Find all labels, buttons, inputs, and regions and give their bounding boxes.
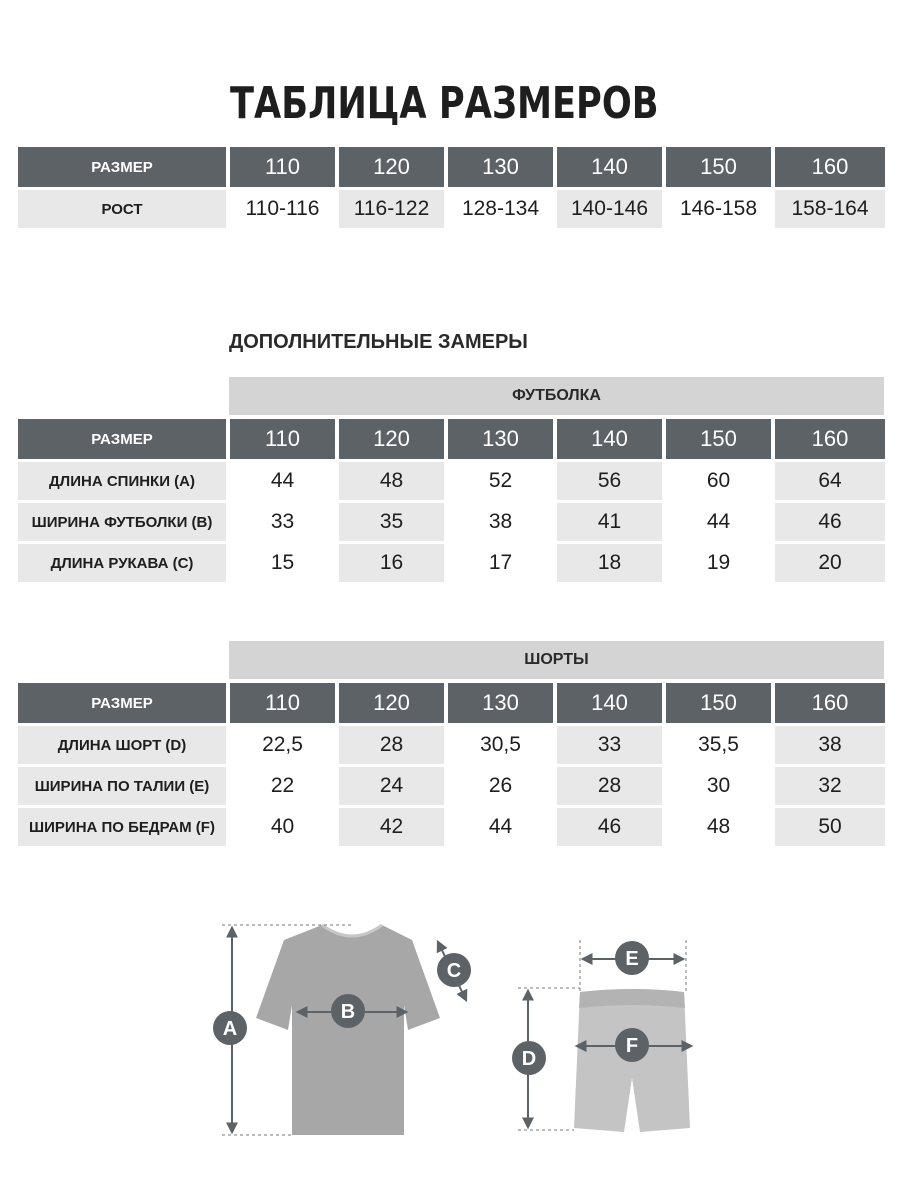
table-cell: 56 [557,462,662,500]
row-label: ШИРИНА ПО ТАЛИИ (E) [18,767,226,805]
marker-b [331,994,365,1028]
size-header-110: 110 [230,419,335,459]
size-header-140: 140 [557,683,662,723]
size-header-150: 150 [666,683,771,723]
table-cell: 46 [775,503,885,541]
tshirt-icon [256,925,440,1135]
svg-text:D: D [521,1048,537,1070]
size-header-110: 110 [230,147,335,187]
tshirt-table [18,419,885,582]
size-header-label: РАЗМЕР [18,419,226,459]
table-cell: 16 [339,544,444,582]
size-header-160: 160 [775,147,885,187]
row-label: ДЛИНА РУКАВА (C) [18,544,226,582]
marker-c [437,953,471,987]
marker-e [615,941,649,975]
table-cell: 20 [775,544,885,582]
height-cell: 116-122 [339,190,444,228]
page-title: ТАБЛИЦА РАЗМЕРОВ [230,78,659,129]
size-header-130: 130 [448,419,553,459]
table-cell: 15 [270,551,295,574]
size-header-110: 110 [230,683,335,723]
size-header-160: 160 [775,683,885,723]
table-cell: 48 [339,462,444,500]
svg-text:F: F [625,1035,639,1057]
table-cell: 28 [339,726,444,764]
row-label: ШИРИНА ФУТБОЛКИ (B) [18,503,226,541]
size-header-140: 140 [557,147,662,187]
table-cell: 33 [270,510,295,533]
size-header-150: 150 [666,147,771,187]
table-cell: 22 [270,774,295,797]
size-table [18,147,885,228]
size-header-120: 120 [339,419,444,459]
table-cell: 19 [706,551,731,574]
table-cell: 44 [706,510,731,533]
svg-text:B: B [340,1001,356,1023]
table-cell: 44 [270,469,295,492]
size-header-150: 150 [666,419,771,459]
size-header-label: РАЗМЕР [18,147,226,187]
table-cell: 26 [488,774,513,797]
table-cell: 17 [488,551,513,574]
measurement-diagram [0,900,900,1160]
row-label: ШИРИНА ПО БЕДРАМ (F) [18,808,226,846]
svg-text:E: E [625,948,639,970]
table-cell: 52 [488,469,513,492]
marker-f [615,1028,649,1062]
tshirt-section-header: ФУТБОЛКА [229,377,884,415]
table-cell: 60 [706,469,731,492]
table-cell: 50 [775,808,885,846]
table-cell: 28 [557,767,662,805]
table-cell: 24 [339,767,444,805]
height-cell: 158-164 [775,190,885,228]
marker-d [512,1041,546,1075]
table-cell: 38 [775,726,885,764]
table-cell: 40 [270,815,295,838]
svg-text:A: A [222,1018,238,1040]
row-label: ДЛИНА СПИНКИ (A) [18,462,226,500]
table-cell: 35,5 [698,733,739,756]
table-cell: 18 [557,544,662,582]
table-cell: 41 [557,503,662,541]
table-cell: 48 [706,815,731,838]
size-header-120: 120 [339,683,444,723]
table-cell: 33 [557,726,662,764]
size-header-160: 160 [775,419,885,459]
height-cell: 140-146 [557,190,662,228]
table-cell: 30 [706,774,731,797]
table-cell: 30,5 [480,733,521,756]
additional-measurements-title: ДОПОЛНИТЕЛЬНЫЕ ЗАМЕРЫ [229,331,528,353]
row-label: ДЛИНА ШОРТ (D) [18,726,226,764]
size-header-130: 130 [448,147,553,187]
size-header-140: 140 [557,419,662,459]
size-header-120: 120 [339,147,444,187]
table-cell: 44 [488,815,513,838]
size-header-130: 130 [448,683,553,723]
table-cell: 35 [339,503,444,541]
size-header-label: РАЗМЕР [18,683,226,723]
table-cell: 46 [557,808,662,846]
height-cell: 146-158 [679,197,758,220]
shorts-section-header: ШОРТЫ [229,641,884,679]
height-label: РОСТ [18,190,226,228]
table-cell: 32 [775,767,885,805]
marker-a [213,1011,247,1045]
table-cell: 42 [339,808,444,846]
height-cell: 110-116 [245,197,320,220]
table-cell: 64 [775,462,885,500]
svg-text:C: C [446,960,462,982]
height-cell: 128-134 [461,197,540,220]
table-cell: 22,5 [262,733,303,756]
table-cell: 38 [488,510,513,533]
shorts-table [18,683,885,846]
